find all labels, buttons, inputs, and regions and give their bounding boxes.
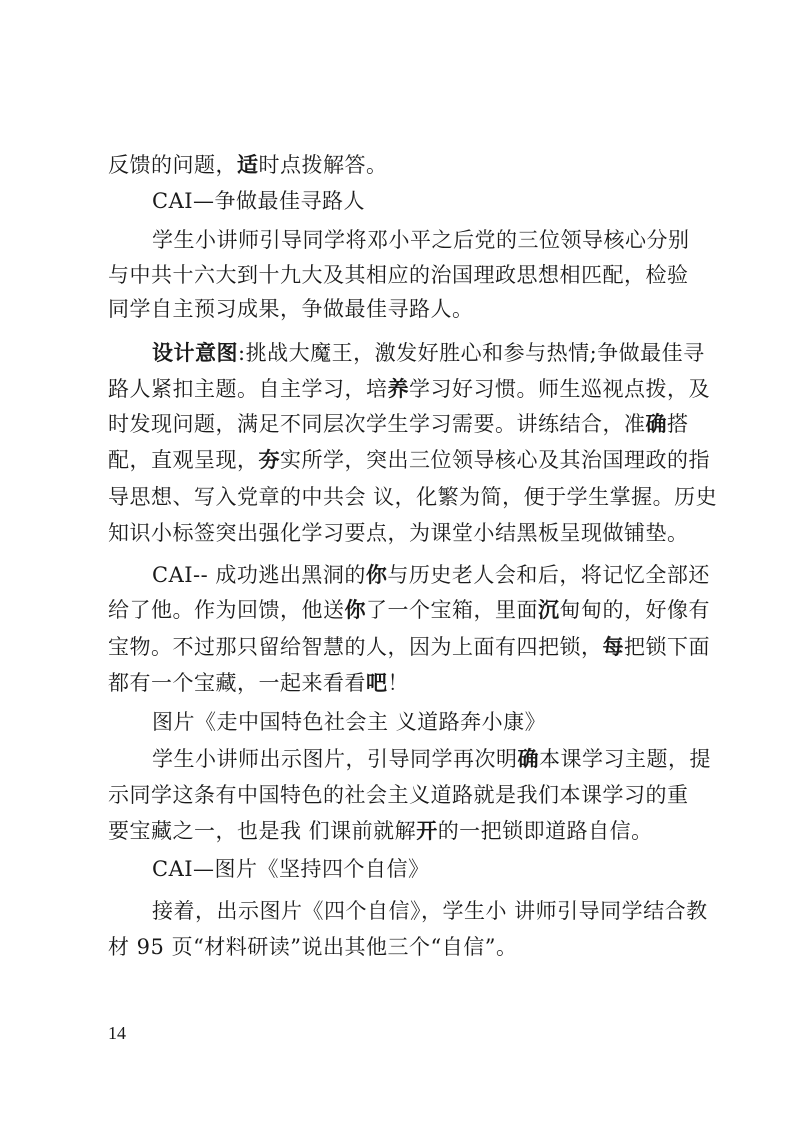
paragraph-line bbox=[108, 818, 653, 844]
text-segment: 时发现问题，满足不同层次学生学习需要。讲练结合，准 bbox=[108, 412, 646, 436]
cai-heading: CAI—图片《坚持四个自信》 bbox=[152, 857, 430, 881]
bold-text-segment: 每 bbox=[602, 634, 624, 659]
paragraph-line bbox=[108, 411, 689, 437]
design-intent-label: 设计意图 bbox=[152, 340, 238, 365]
text-segment: 时点拨解答。 bbox=[258, 153, 388, 177]
text-segment: 要宝藏之一，也是我 们课前就解 bbox=[108, 819, 417, 843]
bold-text-segment: 养 bbox=[387, 376, 409, 401]
paragraph-line bbox=[108, 597, 710, 623]
text-segment: ！ bbox=[387, 671, 409, 695]
paragraph-line bbox=[108, 376, 710, 402]
paragraph-line: 同学自主预习成果，争做最佳寻路人。 bbox=[108, 297, 474, 321]
bold-text-segment: 吧 bbox=[366, 670, 388, 695]
bold-text-segment: 夯 bbox=[258, 447, 280, 472]
text-segment: 本课学习主题，提 bbox=[539, 747, 711, 771]
cai-heading: CAI—争做最佳寻路人 bbox=[152, 189, 366, 213]
text-segment: :挑战大魔王，激发好胜心和参与热情;争做最佳寻 bbox=[238, 341, 705, 365]
text-segment: 路人紧扣主题。自主学习，培 bbox=[108, 377, 388, 401]
bold-text-segment: 确 bbox=[517, 746, 539, 771]
paragraph-line: 示同学这条有中国特色的社会主义道路就是我们本课学习的重 bbox=[108, 783, 689, 807]
page-number: 14 bbox=[108, 1023, 126, 1043]
text-segment: 把锁下面 bbox=[624, 635, 710, 659]
text-segment: 反馈的问题， bbox=[108, 153, 237, 177]
text-segment: 的一把锁即道路自信。 bbox=[437, 819, 653, 843]
paragraph-line bbox=[108, 634, 710, 660]
design-intent-line bbox=[152, 340, 705, 366]
text-segment: 搭 bbox=[667, 412, 689, 436]
text-segment: 都有一个宝藏，一起来看看 bbox=[108, 671, 366, 695]
paragraph-line: 知识小标签突出强化学习要点，为课堂小结黑板呈现做铺垫。 bbox=[108, 521, 689, 545]
text-segment: 学习好习惯。师生巡视点拨，及 bbox=[409, 377, 710, 401]
paragraph-line: 学生小讲师引导同学将邓小平之后党的三位领导核心分别 bbox=[152, 228, 690, 252]
text-segment: 实所学，突出三位领导核心及其治国理政的指 bbox=[280, 448, 710, 472]
paragraph-line: 导思想、写入党章的中共会 议，化繁为简，便于学生掌握。历史 bbox=[108, 485, 718, 509]
paragraph-line bbox=[108, 670, 409, 696]
text-segment: 甸甸的，好像有 bbox=[559, 598, 710, 622]
bold-text-segment: 你 bbox=[365, 562, 388, 587]
text-segment: 学生小讲师出示图片，引导同学再次明 bbox=[152, 747, 518, 771]
text-segment: 宝物。不过那只留给智慧的人，因为上面有四把锁， bbox=[108, 635, 603, 659]
text-segment: CAI-- 成功逃出黑洞的 bbox=[152, 563, 366, 587]
text-segment: 给了他。作为回馈，他送 bbox=[108, 598, 345, 622]
paragraph-line: 与中共十六大到十九大及其相应的治国理政思想相匹配，检验 bbox=[108, 263, 689, 287]
bold-text-segment: 开 bbox=[416, 818, 438, 843]
bold-text-segment: 沉 bbox=[538, 597, 560, 622]
text-segment: 与历史老人会和后，将记忆全部还 bbox=[387, 563, 710, 587]
text-line bbox=[108, 152, 388, 178]
paragraph-line: 接着，出示图片《四个自信》，学生小 讲师引导同学结合教 bbox=[152, 899, 708, 923]
paragraph-line bbox=[108, 447, 710, 473]
image-caption: 图片《走中国特色社会主 义道路奔小康》 bbox=[152, 710, 547, 734]
paragraph-line bbox=[152, 562, 710, 588]
text-segment: 配，直观呈现， bbox=[108, 448, 259, 472]
paragraph-line: 材 95 页“材料研读”说出其他三个“自信”。 bbox=[108, 935, 518, 959]
bold-text-segment: 适 bbox=[237, 152, 259, 177]
bold-text-segment: 你 bbox=[344, 597, 366, 622]
bold-text-segment: 确 bbox=[645, 411, 667, 436]
paragraph-line bbox=[152, 746, 711, 772]
text-segment: 了一个宝箱，里面 bbox=[366, 598, 538, 622]
